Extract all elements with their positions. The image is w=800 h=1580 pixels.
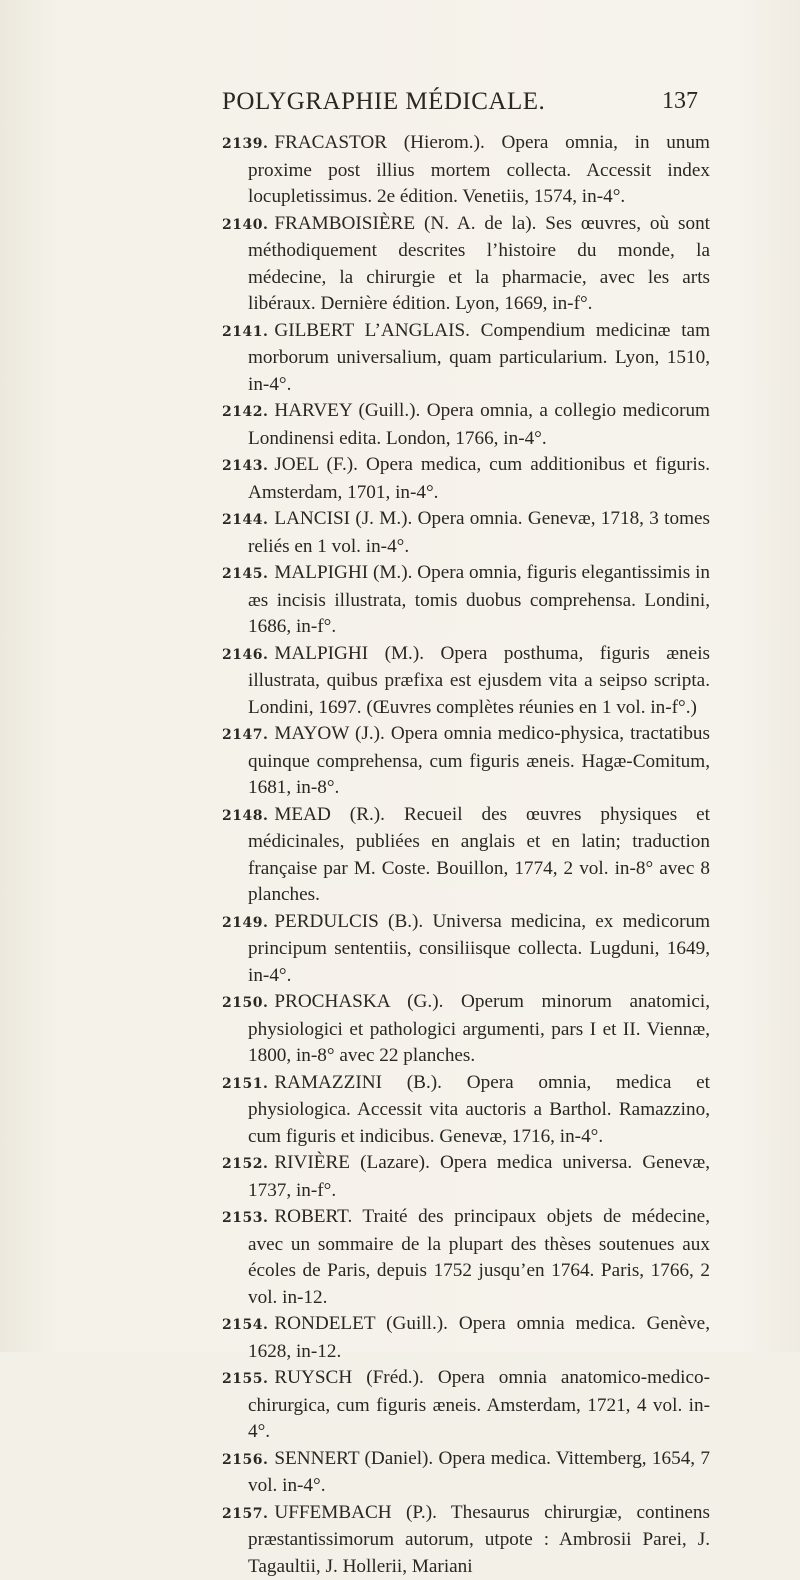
running-title: POLYGRAPHIE MÉDICALE. — [222, 88, 545, 116]
entry-2143 — [222, 452, 710, 506]
entry-number: 2146. — [222, 647, 268, 663]
entry-2141 — [222, 318, 710, 399]
entry-2144 — [222, 506, 710, 560]
entry-text: FRACASTOR (Hierom.). Opera omnia, in unum proxime post illius mortem collecta. Accessit index locupletissimus. 2e édition. Venetiis, 1574, in-4°. — [248, 132, 710, 207]
entry-number: 2149. — [222, 915, 268, 931]
entry-number: 2147. — [222, 727, 268, 743]
entry-number: 2156. — [222, 1452, 268, 1468]
entry-text: HARVEY (Guill.). Opera omnia, a collegio medicorum Londinensi edita. London, 1766, in-4°. — [248, 400, 710, 449]
entry-2147 — [222, 721, 710, 802]
entry-number: 2142. — [222, 404, 268, 420]
entry-text: JOEL (F.). Opera medica, cum additionibus et figuris. Amsterdam, 1701, in-4°. — [248, 454, 710, 503]
entry-number: 2144. — [222, 512, 268, 528]
entry-text: RONDELET (Guill.). Opera omnia medica. Genève, 1628, in-12. — [248, 1313, 710, 1362]
bibliography-list — [222, 130, 710, 1580]
entry-2145 — [222, 560, 710, 641]
entry-number: 2153. — [222, 1210, 268, 1226]
entry-2148 — [222, 802, 710, 909]
entry-text: MAYOW (J.). Opera omnia medico-physica, tractatibus quinque comprehensa, cum figuris æneis. Hagæ-Comitum, 1681, in-8°. — [248, 723, 710, 798]
entry-2153 — [222, 1204, 710, 1311]
entry-text: GILBERT L’ANGLAIS. Compendium medicinæ tam morborum universalium, quam particularium. Lyon, 1510, in-4°. — [248, 320, 710, 395]
entry-2146 — [222, 641, 710, 722]
entry-text: RUYSCH (Fréd.). Opera omnia anatomico-medico-chirurgica, cum figuris æneis. Amsterdam, 1721, 4 vol. in-4°. — [248, 1367, 710, 1442]
entry-text: MALPIGHI (M.). Opera omnia, figuris elegantissimis in æs incisis illustrata, tomis duobus comprehensa. Londini, 1686, in-f°. — [248, 562, 710, 637]
entry-text: PROCHASKA (G.). Operum minorum anatomici, physiologici et pathologici argumenti, pars I et II. Viennæ, 1800, in-8° avec 22 planches. — [248, 991, 710, 1066]
entry-number: 2154. — [222, 1317, 268, 1333]
page-number: 137 — [662, 88, 698, 115]
entry-2139 — [222, 130, 710, 211]
entry-text: MALPIGHI (M.). Opera posthuma, figuris æneis illustrata, quibus præfixa est ejusdem vita a seipso scripta. Londini, 1697. (Œuvres complètes réunies en 1 vol. in-f°.) — [248, 643, 710, 718]
entry-2140 — [222, 211, 710, 318]
entry-text: FRAMBOISIÈRE (N. A. de la). Ses œuvres, où sont méthodiquement descrites l’histoire du monde, la médecine, la chirurgie et la pharmacie, avec les arts libéraux. Dernière édition. Lyon, 1669, in-f°. — [248, 213, 710, 315]
entry-2151 — [222, 1070, 710, 1151]
entry-number: 2140. — [222, 217, 268, 233]
entry-text: SENNERT (Daniel). Opera medica. Vittemberg, 1654, 7 vol. in-4°. — [248, 1448, 710, 1497]
entry-number: 2157. — [222, 1506, 268, 1522]
entry-number: 2148. — [222, 808, 268, 824]
entry-text: RAMAZZINI (B.). Opera omnia, medica et physiologica. Accessit vita auctoris a Barthol. Ramazzino, cum figuris et indicibus. Genevæ, 1716, in-4°. — [248, 1072, 710, 1147]
entry-2150 — [222, 989, 710, 1070]
entry-2152 — [222, 1150, 710, 1204]
entry-text: PERDULCIS (B.). Universa medicina, ex medicorum principum sententiis, consiliisque collecta. Lugduni, 1649, in-4°. — [248, 911, 710, 986]
entry-number: 2155. — [222, 1371, 268, 1387]
entry-text: LANCISI (J. M.). Opera omnia. Genevæ, 1718, 3 tomes reliés en 1 vol. in-4°. — [248, 508, 710, 557]
entry-number: 2152. — [222, 1156, 268, 1172]
entry-text: UFFEMBACH (P.). Thesaurus chirurgiæ, continens præstantissimorum autorum, utpote : Ambrosii Parei, J. Tagaultii, J. Hollerii, Mariani — [248, 1502, 710, 1577]
entry-number: 2139. — [222, 136, 268, 152]
entry-2156 — [222, 1446, 710, 1500]
entry-text: RIVIÈRE (Lazare). Opera medica universa. Genevæ, 1737, in-f°. — [248, 1152, 710, 1201]
entry-number: 2143. — [222, 458, 268, 474]
entry-2142 — [222, 398, 710, 452]
entry-text: ROBERT. Traité des principaux objets de médecine, avec un sommaire de la plupart des thèses soutenues aux écoles de Paris, depuis 1752 jusqu’en 1764. Paris, 1766, 2 vol. in-12. — [248, 1206, 710, 1308]
entry-2155 — [222, 1365, 710, 1446]
page-header — [222, 88, 692, 122]
entry-number: 2151. — [222, 1076, 268, 1092]
entry-2157 — [222, 1500, 710, 1580]
entry-number: 2150. — [222, 995, 268, 1011]
entry-2154 — [222, 1311, 710, 1365]
entry-text: MEAD (R.). Recueil des œuvres physiques et médicinales, publiées en anglais et en latin; traduction française par M. Coste. Bouillon, 1774, 2 vol. in-8° avec 8 planches. — [248, 804, 710, 906]
entry-number: 2145. — [222, 566, 268, 582]
entry-2149 — [222, 909, 710, 990]
entry-number: 2141. — [222, 324, 268, 340]
